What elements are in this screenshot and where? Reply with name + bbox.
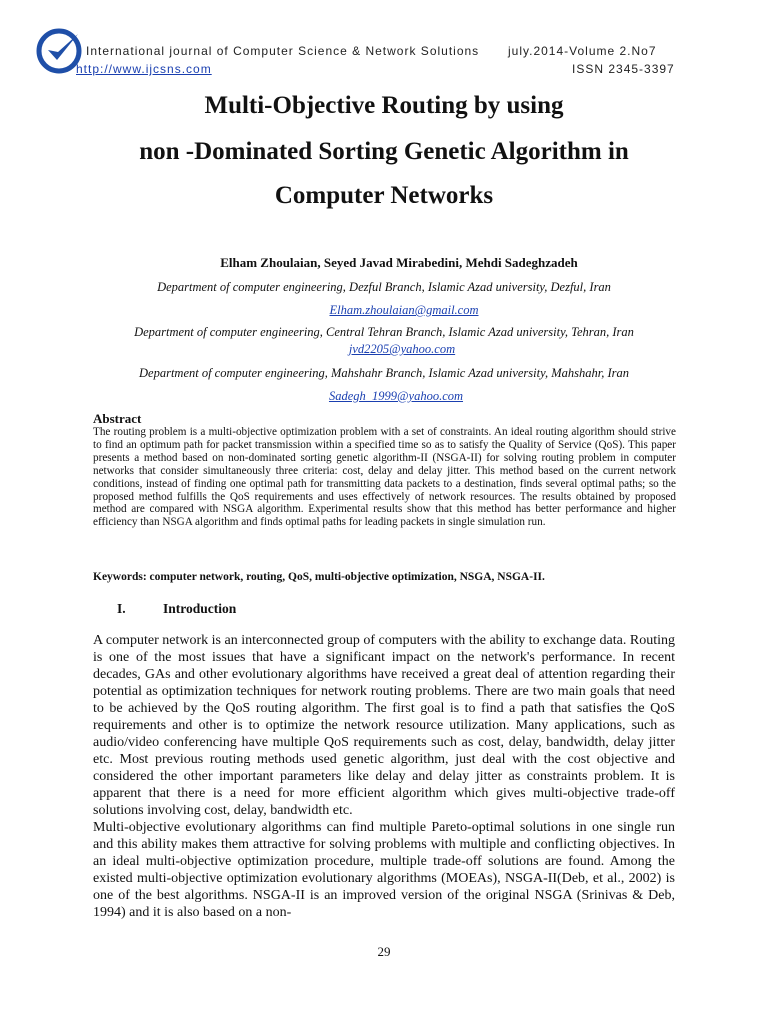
journal-url-link[interactable]: http://www.ijcsns.com (76, 62, 212, 76)
introduction-body (93, 632, 675, 921)
issue-info: july.2014-Volume 2.No7 (508, 44, 657, 58)
paper-title-line-2: non -Dominated Sorting Genetic Algorithm in (139, 138, 629, 165)
abstract-text: The routing problem is a multi-objective optimization problem with a set of constraints. An ideal routing algorithm should strive to find an optimum path for packet transmission within a specified time so as to satisfy the Quality of Service (QoS). This paper presents a method based on non-dominated sorting genetic algorithm-II (NSGA-II) for solving routing problem in computer networks that consider simultaneously three criteria: cost, delay and delay jitter. This method based on the current network conditions, instead of finding one optimal path for transmitting data packets to a destination, finds several optimal paths; so the proposed method fulfills the QoS requirements and uses effectively of network resources. The results obtained by proposed method are compared with NSGA algorithm. Experimental results show that this method has better performance and higher efficiency than NSGA algorithm and finds optimal paths for leading packets in single simulation run. (93, 426, 676, 529)
affiliation-2: Department of computer engineering, Central Tehran Branch, Islamic Azad university, Tehran, Iran (134, 325, 634, 339)
affiliation-3: Department of computer engineering, Mahshahr Branch, Islamic Azad university, Mahshahr, Iran (139, 366, 629, 380)
keywords: Keywords: computer network, routing, QoS, multi-objective optimization, NSGA, NSGA-II. (93, 571, 545, 583)
section-number: I. (117, 601, 126, 616)
page-number: 29 (377, 944, 391, 959)
author-list: Elham Zhoulaian, Seyed Javad Mirabedini, Mehdi Sadeghzadeh (220, 255, 578, 270)
affiliation-1: Department of computer engineering, Dezful Branch, Islamic Azad university, Dezful, Iran (157, 280, 611, 294)
email-link-1[interactable]: Elham.zhoulaian@gmail.com (329, 303, 479, 317)
paragraph: Multi-objective evolutionary algorithms can find multiple Pareto-optimal solutions in one single run and this ability makes them attractive for solving problems with multiple and conflicting objectives. In an ideal multi-objective optimization procedure, multiple trade-off solutions are found. Among the existed multi-objective optimization evolutionary algorithms (MOEAs), NSGA-II(Deb, et al., 2002) is one of the best algorithms. NSGA-II is an improved version of the original NSGA (Srinivas & Deb, 1994) and it is also based on a non- (93, 820, 675, 920)
email-link-3[interactable]: Sadegh_1999@yahoo.com (328, 389, 464, 403)
paper-title-line-3: Computer Networks (274, 182, 494, 209)
journal-name: International journal of Computer Science & Network Solutions (86, 44, 480, 58)
abstract-heading: Abstract (93, 411, 142, 426)
paragraph: A computer network is an interconnected group of computers with the ability to exchange data. Routing is one of the most issues that have a significant impact on the network's performance. In recent decades, GAs and other evolutionary algorithms have received a great deal of attention regarding their potential as optimization techniques for network routing problems. There are two main goals that need to be achieved by the QoS routing algorithm. The first goal is to find a path that satisfies the QoS requirements and other is to optimize the network resource utilization. Many applications, such as audio/video conferencing have multiple QoS requirements such as cost, delay, bandwidth, delay jitter etc. Most previous routing methods used genetic algorithm, just deal with the cost objective and considered the other important parameters like delay and delay jitter as constraints problem. It is apparent that there is a need for more efficient algorithm which gives multi-objective trade-off solutions involving cost, delay, bandwidth etc. (93, 633, 675, 818)
section-title: Introduction (163, 601, 237, 616)
paper-title-line-1: Multi-Objective Routing by using (204, 92, 564, 119)
email-link-2[interactable]: jvd2205@yahoo.com (348, 342, 456, 356)
issn: ISSN 2345-3397 (572, 62, 675, 76)
